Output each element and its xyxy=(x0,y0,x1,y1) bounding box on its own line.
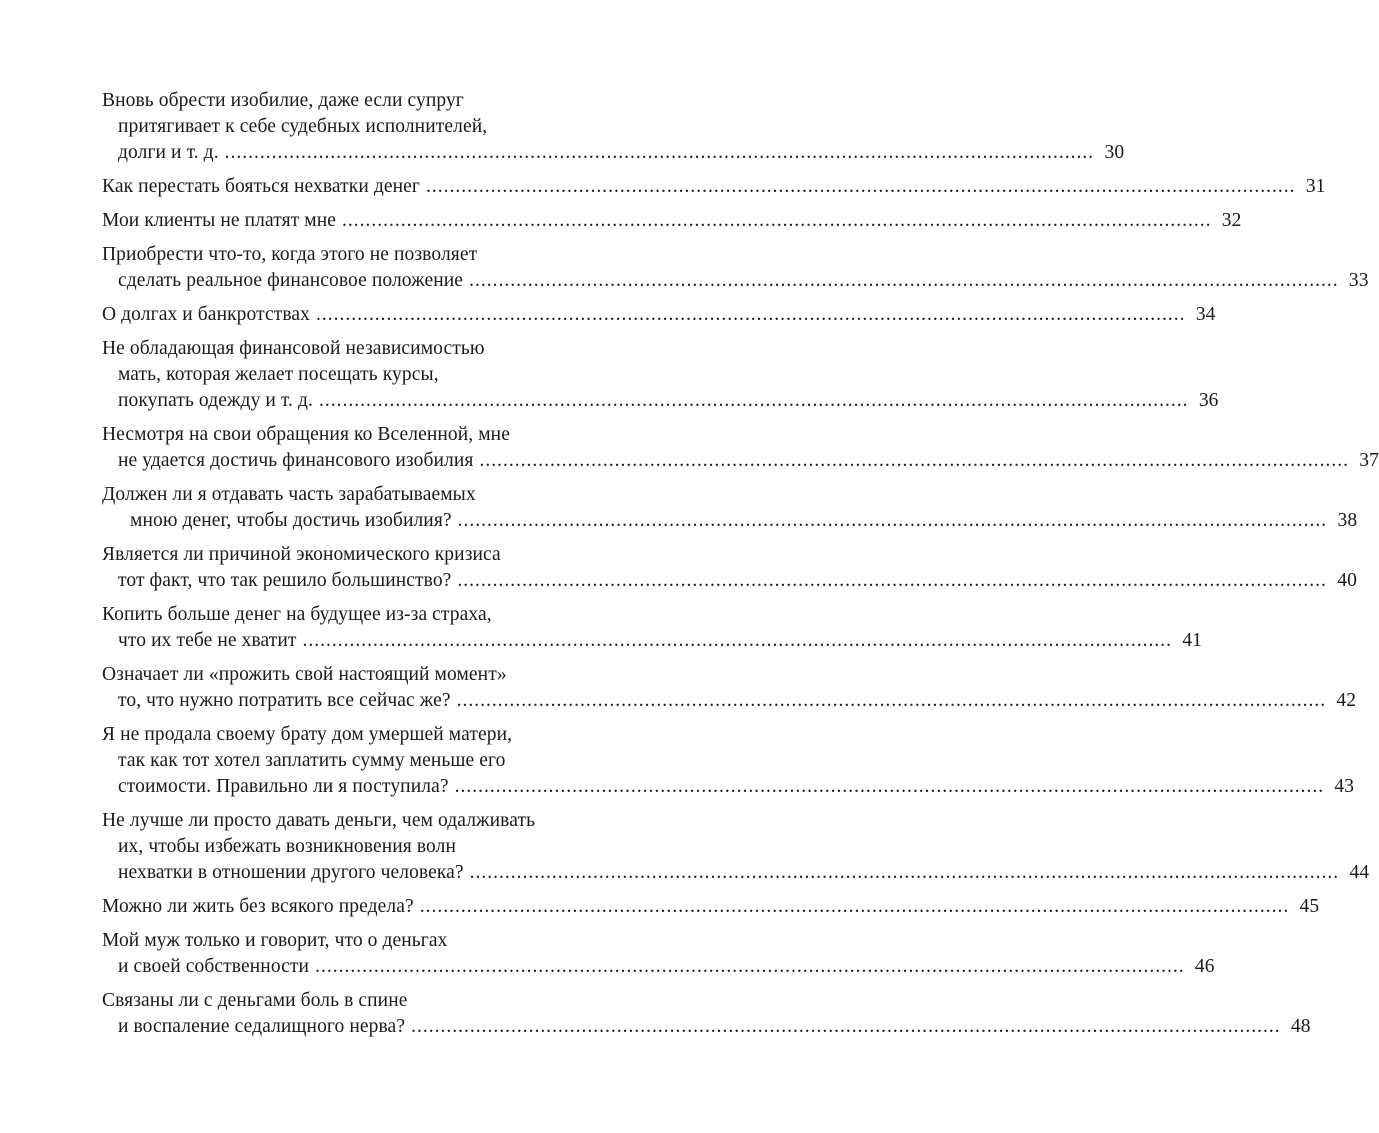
toc-entry xyxy=(0,602,1203,654)
toc-entry-text: Является ли причиной экономического кризиса xyxy=(102,544,501,565)
toc-entry-text: их, чтобы избежать возникновения волн xyxy=(118,836,456,857)
toc-entry-text: мать, которая желает посещать курсы, xyxy=(118,364,439,385)
toc-page-number: 38 xyxy=(1337,510,1358,531)
toc-entry-line xyxy=(0,448,1379,474)
toc-entry-line xyxy=(0,662,708,688)
toc-entry-text: и воспаление седалищного нерва? xyxy=(118,1016,406,1037)
toc-entry-text: что их тебе не хватит xyxy=(118,630,297,651)
toc-entry-text: Не лучше ли просто давать деньги, чем одалживать xyxy=(102,810,536,831)
toc-page-number: 37 xyxy=(1359,450,1379,471)
dot-leader: .................................................................................................................................................... xyxy=(457,570,1327,591)
dot-leader: .................................................................................................................................................... xyxy=(224,142,1095,163)
toc-entry-text: то, что нужно потратить все сейчас же? xyxy=(118,690,451,711)
toc-entry-line xyxy=(0,628,1203,654)
toc-entry-line xyxy=(0,336,708,362)
toc-entry-line xyxy=(0,602,708,628)
table-of-contents xyxy=(0,88,1379,1048)
toc-page-number: 48 xyxy=(1290,1016,1311,1037)
toc-page-number: 40 xyxy=(1337,570,1357,591)
toc-entry xyxy=(0,88,1125,166)
toc-entry-text: Мои клиенты не платят мне xyxy=(102,210,336,231)
toc-entry-text: Несмотря на свои обращения ко Вселенной, мне xyxy=(102,424,510,445)
toc-entry-line xyxy=(0,1014,1311,1040)
toc-entry-line xyxy=(0,808,708,834)
toc-entry-line xyxy=(0,894,1320,920)
toc-entry-text: Копить больше денег на будущее из-за страха, xyxy=(102,604,492,625)
toc-entry-line xyxy=(0,388,1219,414)
toc-entry-text: стоимости. Правильно ли я поступила? xyxy=(118,776,449,797)
toc-entry-text: Приобрести что-то, когда этого не позволяет xyxy=(102,244,478,265)
toc-entry-text: О долгах и банкротствах xyxy=(102,304,311,325)
toc-entry xyxy=(0,928,1215,980)
toc-entry-line xyxy=(0,834,708,860)
toc-entry-text: притягивает к себе судебных исполнителей, xyxy=(118,116,488,137)
toc-entry xyxy=(0,302,1216,328)
toc-entry-line xyxy=(0,860,1370,886)
toc-entry xyxy=(0,662,1357,714)
toc-page-number: 41 xyxy=(1182,630,1203,651)
toc-entry-line xyxy=(0,722,708,748)
toc-entry-line xyxy=(0,208,1242,234)
toc-page-number: 32 xyxy=(1221,210,1242,231)
toc-entry-text: тот факт, что так решило большинство? xyxy=(118,570,452,591)
toc-entry xyxy=(0,542,1357,594)
toc-entry-line xyxy=(0,928,708,954)
toc-entry-text: мною денег, чтобы достичь изобилия? xyxy=(130,510,452,531)
toc-entry-text: покупать одежду и т. д. xyxy=(118,390,314,411)
toc-entry-line xyxy=(0,114,708,140)
toc-entry-line xyxy=(0,688,1357,714)
toc-entry xyxy=(0,174,1326,200)
dot-leader: .................................................................................................................................................... xyxy=(316,304,1186,325)
dot-leader: .................................................................................................................................................... xyxy=(479,450,1349,471)
toc-entry-text: Не обладающая финансовой независимостью xyxy=(102,338,485,359)
toc-entry-text: не удается достичь финансового изобилия xyxy=(118,450,474,471)
toc-entry-line xyxy=(0,542,708,568)
toc-page-number: 36 xyxy=(1198,390,1219,411)
dot-leader: .................................................................................................................................................... xyxy=(411,1016,1281,1037)
toc-entry-text: Должен ли я отдавать часть зарабатываемых xyxy=(102,484,476,505)
toc-entry xyxy=(0,482,1358,534)
toc-entry-text: Можно ли жить без всякого предела? xyxy=(102,896,414,917)
dot-leader: .................................................................................................................................................... xyxy=(457,510,1328,531)
toc-entry xyxy=(0,242,1369,294)
toc-page-number: 42 xyxy=(1336,690,1357,711)
dot-leader: .................................................................................................................................................... xyxy=(342,210,1212,231)
toc-entry-text: нехватки в отношении другого человека? xyxy=(118,862,464,883)
toc-entry-line xyxy=(0,954,1215,980)
toc-page-number: 44 xyxy=(1349,862,1370,883)
toc-entry-line xyxy=(0,362,708,388)
dot-leader: .................................................................................................................................................... xyxy=(302,630,1173,651)
toc-entry-text: Вновь обрести изобилие, даже если супруг xyxy=(102,90,464,111)
dot-leader: .................................................................................................................................................... xyxy=(419,896,1290,917)
toc-entry-text: сделать реальное финансовое положение xyxy=(118,270,464,291)
toc-entry-text: Мой муж только и говорит, что о деньгах xyxy=(102,930,448,951)
dot-leader: .................................................................................................................................................... xyxy=(469,862,1340,883)
toc-page-number: 34 xyxy=(1195,304,1216,325)
toc-entry-line xyxy=(0,482,708,508)
toc-entry-line xyxy=(0,508,1358,534)
toc-entry xyxy=(0,988,1311,1040)
toc-entry xyxy=(0,894,1320,920)
toc-entry-text: Я не продала своему брату дом умершей матери, xyxy=(102,724,513,745)
toc-entry xyxy=(0,208,1242,234)
toc-entry-line xyxy=(0,748,708,774)
toc-entry-line xyxy=(0,268,1369,294)
toc-page-number: 31 xyxy=(1305,176,1326,197)
toc-page-number: 33 xyxy=(1348,270,1369,291)
toc-entry-text: долги и т. д. xyxy=(118,142,219,163)
toc-page-number: 43 xyxy=(1334,776,1355,797)
dot-leader: .................................................................................................................................................... xyxy=(315,956,1185,977)
dot-leader: .................................................................................................................................................... xyxy=(454,776,1325,797)
dot-leader: .................................................................................................................................................... xyxy=(469,270,1339,291)
toc-page-number: 45 xyxy=(1299,896,1320,917)
toc-entry-text: и своей собственности xyxy=(118,956,310,977)
dot-leader: .................................................................................................................................................... xyxy=(426,176,1296,197)
toc-entry-text: Как перестать бояться нехватки денег xyxy=(102,176,421,197)
toc-entry-line xyxy=(0,242,708,268)
toc-entry-line xyxy=(0,140,1125,166)
dot-leader: .................................................................................................................................................... xyxy=(319,390,1189,411)
toc-entry-text: Связаны ли с деньгами боль в спине xyxy=(102,990,408,1011)
toc-entry xyxy=(0,336,1219,414)
toc-page-number: 30 xyxy=(1104,142,1125,163)
toc-entry-line xyxy=(0,174,1326,200)
toc-entry-line xyxy=(0,988,708,1014)
toc-entry-line xyxy=(0,88,708,114)
toc-entry-text: Означает ли «прожить свой настоящий момент» xyxy=(102,664,507,685)
toc-entry xyxy=(0,422,1379,474)
toc-entry-line xyxy=(0,568,1357,594)
toc-entry xyxy=(0,808,1370,886)
toc-entry-text: так как тот хотел заплатить сумму меньше его xyxy=(118,750,506,771)
dot-leader: .................................................................................................................................................... xyxy=(456,690,1327,711)
toc-entry-line xyxy=(0,302,1216,328)
toc-entry-line xyxy=(0,774,1355,800)
toc-page-number: 46 xyxy=(1194,956,1215,977)
toc-entry xyxy=(0,722,1355,800)
toc-entry-line xyxy=(0,422,708,448)
